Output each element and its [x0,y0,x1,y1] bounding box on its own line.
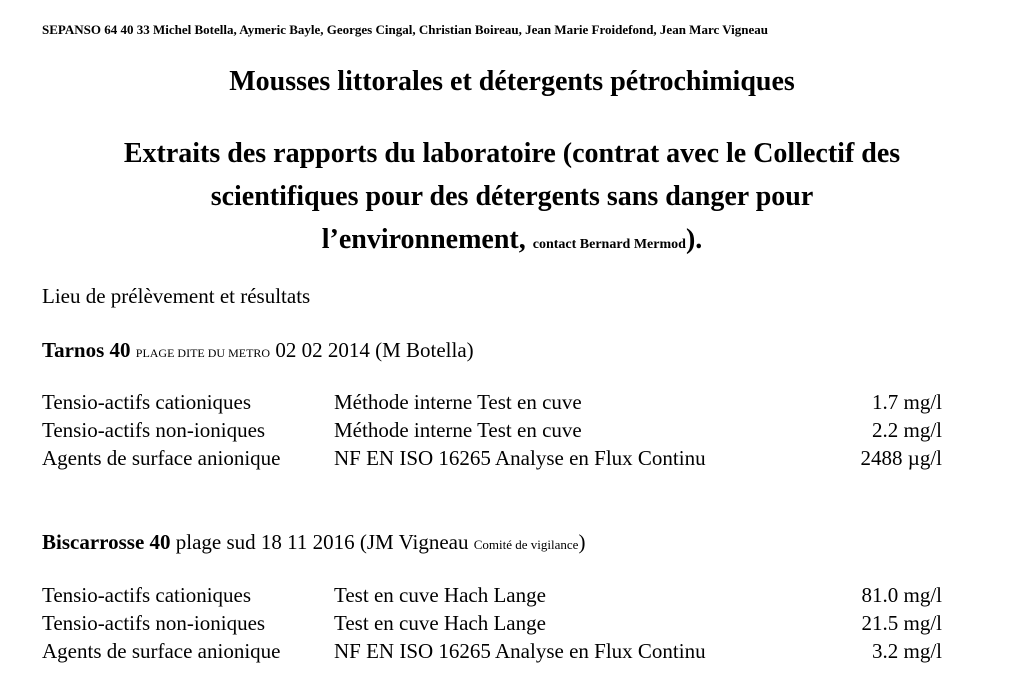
result-row [42,390,962,418]
result-value: 21.5 mg/l [861,611,942,635]
result-row [42,418,962,446]
site-location: PLAGE DITE DU METRO [135,346,271,360]
method-name: NF EN ISO 16265 Analyse en Flux Continu [334,639,706,663]
authors-line: SEPANSO 64 40 33 Michel Botella, Aymeric Bayle, Georges Cingal, Christian Boireau, Jean Marie Froidefond, Jean Marc Vigneau [42,22,769,37]
site-date-person: 18 11 2016 (JM Vigneau [260,530,469,554]
document-subtitle [0,132,1024,266]
result-value: 3.2 mg/l [871,639,942,663]
parameter-name: Tensio-actifs non-ioniques [42,611,266,635]
contact-name: contact Bernard Mermod [532,237,686,252]
subtitle-line-3 [0,218,1024,266]
site-name: Biscarrosse 40 [42,530,171,554]
site-name: Tarnos 40 [42,338,131,362]
site-heading-biscarrosse [42,530,585,555]
parameter-name: Tensio-actifs cationiques [42,390,252,414]
subtitle-line-2: scientifiques pour des détergents sans danger pour [210,181,814,212]
result-row [42,611,962,639]
subtitle-line-1: Extraits des rapports du laboratoire (contrat avec le Collectif des [123,138,901,169]
method-name: Test en cuve Hach Lange [334,583,546,607]
document-title: Mousses littorales et détergents pétrochimiques [229,66,795,97]
method-name: Méthode interne Test en cuve [334,390,582,414]
result-value: 1.7 mg/l [871,390,942,414]
result-row [42,583,962,611]
site-location: plage sud [175,530,256,554]
method-name: Méthode interne Test en cuve [334,418,582,442]
result-row [42,639,962,667]
parameter-name: Tensio-actifs cationiques [42,583,252,607]
site-note: Comité de vigilance [473,537,579,552]
parameter-name: Agents de surface anionique [42,446,281,470]
site-date-person: 02 02 2014 (M Botella) [275,338,474,362]
results-table-tarnos [42,390,962,474]
result-value: 81.0 mg/l [861,583,942,607]
site-closing: ) [578,530,586,554]
section-label: Lieu de prélèvement et résultats [42,284,311,308]
method-name: NF EN ISO 16265 Analyse en Flux Continu [334,446,706,470]
result-value: 2488 µg/l [860,446,942,470]
result-row [42,446,962,474]
subtitle-line-3-main: l’environnement, [321,224,526,255]
parameter-name: Agents de surface anionique [42,639,281,663]
site-heading-tarnos [42,338,474,363]
result-value: 2.2 mg/l [871,418,942,442]
subtitle-line-3-end: ). [685,224,703,255]
method-name: Test en cuve Hach Lange [334,611,546,635]
parameter-name: Tensio-actifs non-ioniques [42,418,266,442]
results-table-biscarrosse [42,583,962,667]
